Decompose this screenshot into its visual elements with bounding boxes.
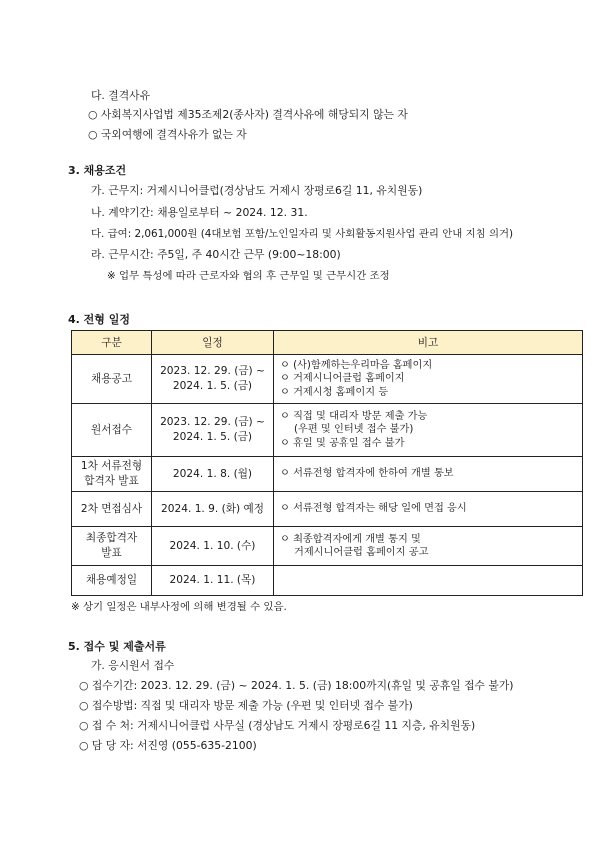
header-date: 일정 <box>152 331 274 355</box>
row-date: 2023. 12. 29. (금) ~ 2024. 1. 5. (금) <box>152 404 274 457</box>
row-notes: ㅇ 서류전형 합격자는 해당 일에 면접 응시 <box>274 492 583 527</box>
schedule-header-row <box>72 331 583 355</box>
disqualification-title: 다. 결격사유 <box>91 89 151 102</box>
row-notes: ㅇ 서류전형 합격자에 한하여 개별 통보 <box>274 457 583 492</box>
submission-item: ○ 접수기간: 2023. 12. 29. (금) ~ 2024. 1. 5. (금) 18:00까지(휴일 및 공휴일 접수 불가) <box>79 679 514 692</box>
disqualification-item: ○ 국외여행에 결격사유가 없는 자 <box>88 128 247 141</box>
row-date: 2024. 1. 11. (목) <box>152 566 274 596</box>
row-notes <box>274 566 583 596</box>
row-category: 최종합격자 발표 <box>72 527 152 566</box>
condition-period: 나. 계약기간: 채용일로부터 ~ 2024. 12. 31. <box>91 206 308 219</box>
row-date: 2023. 12. 29. (금) ~ 2024. 1. 5. (금) <box>152 355 274 404</box>
schedule-table <box>71 330 583 596</box>
condition-workplace: 가. 근무지: 거제시니어클럽(경상남도 거제시 장평로6길 11, 유치원동) <box>91 184 423 197</box>
condition-salary: 다. 급여: 2,061,000원 (4대보험 포함/노인일자리 및 사회활동지원사업 관리 안내 지침 의거) <box>91 228 514 240</box>
row-date: 2024. 1. 9. (화) 예정 <box>152 492 274 527</box>
row-category: 채용공고 <box>72 355 152 404</box>
table-row <box>72 492 583 527</box>
condition-note: ※ 업무 특성에 따라 근로자와 협의 후 근무일 및 근무시간 조정 <box>107 270 390 282</box>
header-category: 구분 <box>72 331 152 355</box>
header-notes: 비고 <box>274 331 583 355</box>
submission-item: ○ 접 수 처: 거제시니어클럽 사무실 (경상남도 거제시 장평로6길 11 지층, 유치원동) <box>79 719 476 732</box>
condition-hours: 라. 근무시간: 주5일, 주 40시간 근무 (9:00~18:00) <box>91 248 341 261</box>
row-notes: ㅇ (사)함께하는우리마음 홈페이지 ㅇ 거제시니어클럽 홈페이지 ㅇ 거제시청 홈페이지 등 <box>274 355 583 404</box>
row-category: 채용예정일 <box>72 566 152 596</box>
table-row <box>72 404 583 457</box>
row-date: 2024. 1. 8. (월) <box>152 457 274 492</box>
table-row <box>72 566 583 596</box>
disqualification-item: ○ 사회복지사업법 제35조제2(종사자) 결격사유에 해당되지 않는 자 <box>88 108 408 121</box>
row-category: 원서접수 <box>72 404 152 457</box>
submission-item: ○ 담 당 자: 서진영 (055-635-2100) <box>79 739 257 752</box>
section-heading-conditions: 3. 채용조건 <box>68 164 127 177</box>
row-date: 2024. 1. 10. (수) <box>152 527 274 566</box>
schedule-footnote: ※ 상기 일정은 내부사정에 의해 변경될 수 있음. <box>71 601 287 613</box>
row-category: 2차 면접심사 <box>72 492 152 527</box>
table-row <box>72 355 583 404</box>
table-row <box>72 527 583 566</box>
table-row <box>72 457 583 492</box>
submission-subtitle: 가. 응시원서 접수 <box>91 659 175 672</box>
submission-item: ○ 접수방법: 직접 및 대리자 방문 제출 가능 (우편 및 인터넷 접수 불가) <box>79 699 413 712</box>
row-notes: ㅇ 최종합격자에게 개별 통지 및 거제시니어클럽 홈페이지 공고 <box>274 527 583 566</box>
row-notes: ㅇ 직접 및 대리자 방문 제출 가능 (우편 및 인터넷 접수 불가) ㅇ 휴일 및 공휴일 접수 불가 <box>274 404 583 457</box>
row-category: 1차 서류전형 합격자 발표 <box>72 457 152 492</box>
section-heading-schedule: 4. 전형 일정 <box>68 313 130 326</box>
section-heading-submission: 5. 접수 및 제출서류 <box>68 640 166 653</box>
